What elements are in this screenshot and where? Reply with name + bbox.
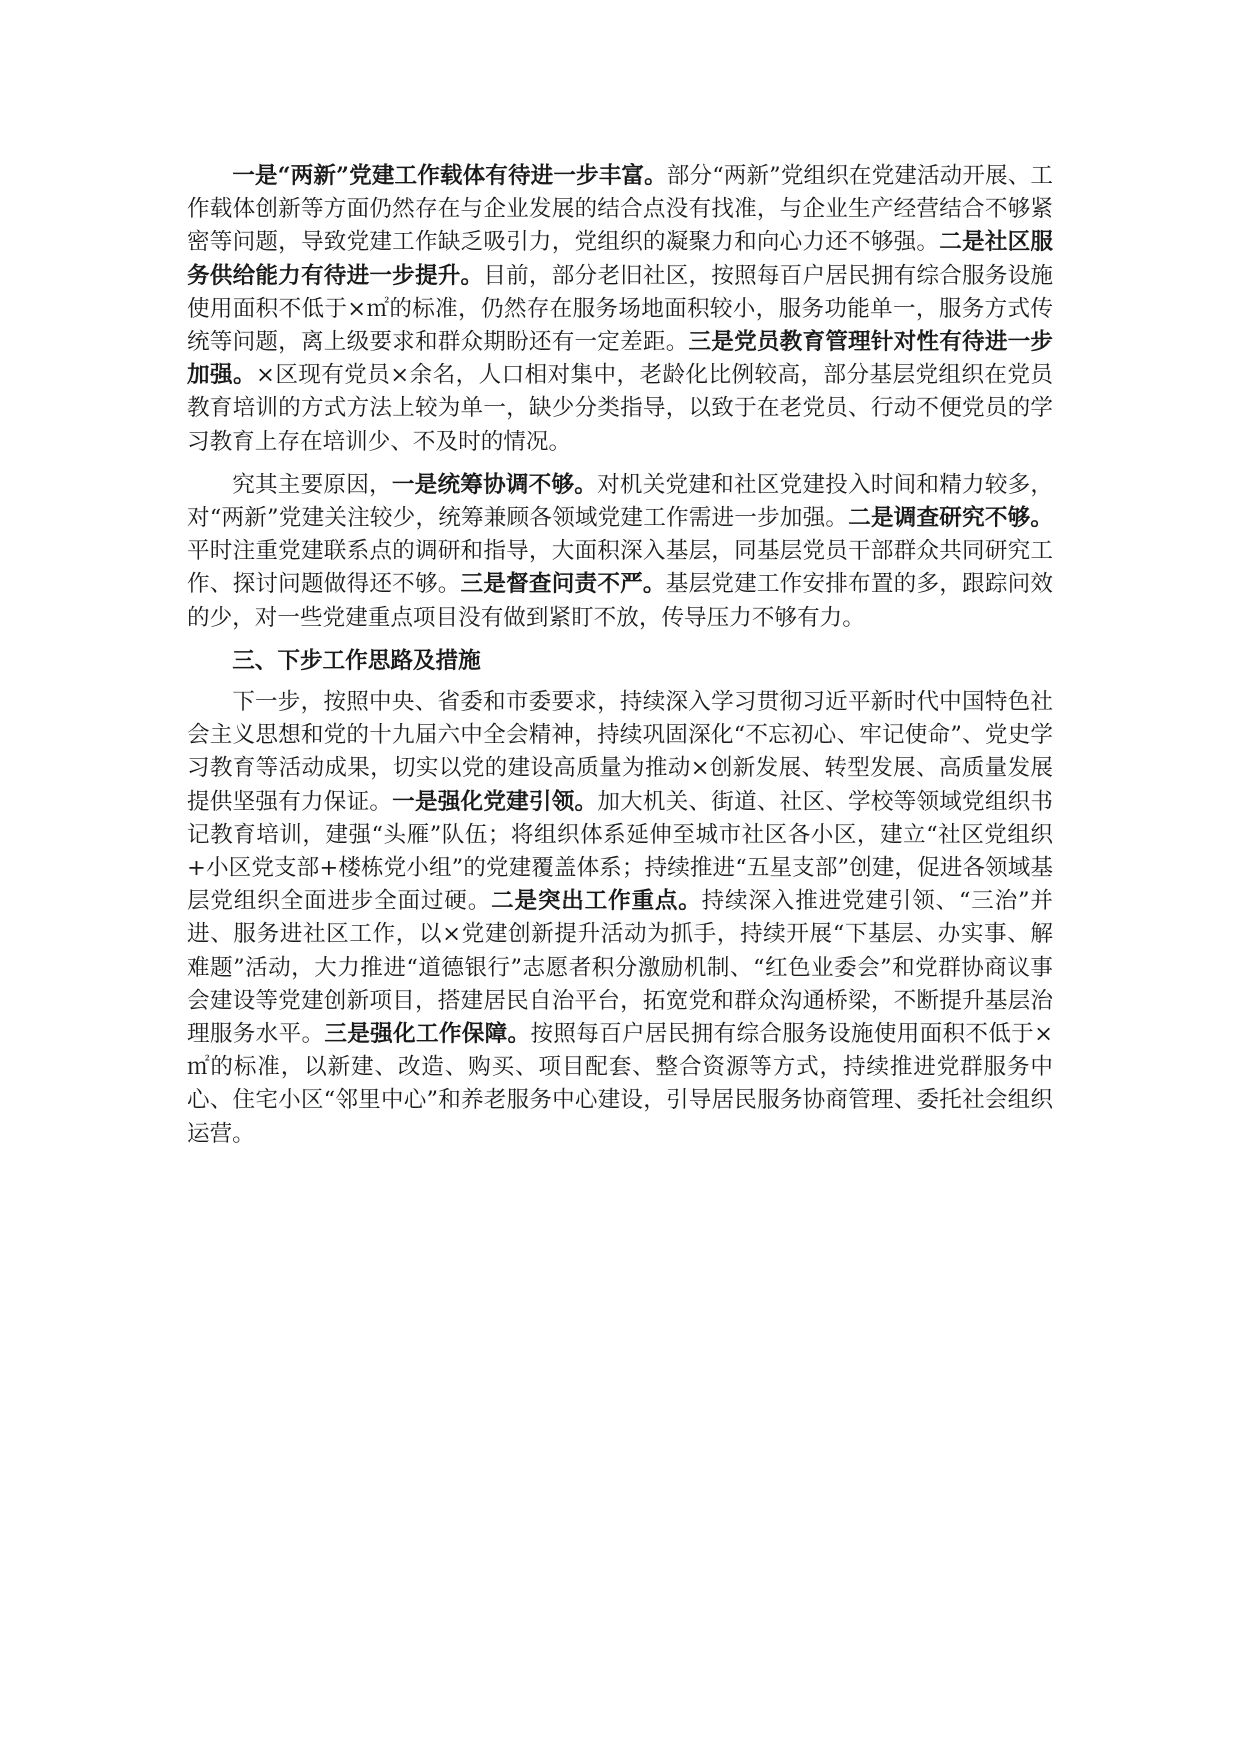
section-heading: 三、下步工作思路及措施 <box>232 647 481 674</box>
body-text: 按照每百户居民拥有综合服务设施使用面积不低于×㎡的标准，以新建、改造、购买、项目配套、整合资源等方式，持续推进党群服务中心、住宅小区“邻里中心”和养老服务中心建设，引导居民服务协商管理、委托社会组织运营。 <box>187 1021 1054 1147</box>
body-text: 究其主要原因， <box>232 471 392 498</box>
bold-lead: 三是强化工作保障。 <box>324 1021 531 1048</box>
body-text: 基层党建工作安排布置的多，跟踪问效的少，对一些党建重点项目没有做到紧盯不放，传导压力不够有力。 <box>187 571 1054 631</box>
bold-lead: 二是突出工作重点。 <box>491 888 702 915</box>
body-text: 持续深入推进党建引领、“三治”并进、服务进社区工作，以×党建创新提升活动为抓手，持续开展“下基层、办实事、解难题”活动，大力推进“道德银行”志愿者积分激励机制、“红色业委会”和党群协商议事会建设等党建创新项目，搭建居民自治平台，拓宽党和群众沟通桥梁，不断提升基层治理服务水平。 <box>187 888 1054 1048</box>
bold-lead: 一是统筹协调不够。 <box>391 471 598 498</box>
body-text: 部分“两新”党组织在党建活动开展、工作载体创新等方面仍然存在与企业发展的结合点没有找准，与企业生产经营结合不够紧密等问题，导致党建工作缺乏吸引力，党组织的凝聚力和向心力还不够强。 <box>187 163 1053 256</box>
paragraph-next-steps <box>187 686 1053 1151</box>
body-text: ×区现有党员×余名，人口相对集中，老龄化比例较高，部分基层党组织在党员教育培训的方式方法上较为单一，缺少分类指导，以致于在老党员、行动不便党员的学习教育上存在培训少、不及时的情况。 <box>187 362 1053 455</box>
bold-lead: 三是督查问责不严。 <box>460 571 666 598</box>
bold-lead: 二是社区服务供给能力有待进一步提升。 <box>187 229 1054 289</box>
paragraph-causes <box>187 469 1053 635</box>
body-text: 下一步，按照中央、省委和市委要求，持续深入学习贯彻习近平新时代中国特色社会主义思想和党的十九届六中全会精神，持续巩固深化“不忘初心、牢记使命”、党史学习教育等活动成果，切实以党的建设高质量为推动×创新发展、转型发展、高质量发展提供坚强有力保证。 <box>187 689 1053 815</box>
bold-lead: 三是党员教育管理针对性有待进一步加强。 <box>187 329 1053 389</box>
body-text: 目前，部分老旧社区，按照每百户居民拥有综合服务设施使用面积不低于×㎡的标准，仍然存在服务场地面积较小，服务功能单一，服务方式传统等问题，离上级要求和群众期盼还有一定差距。 <box>187 262 1054 356</box>
body-text: 加大机关、街道、社区、学校等领域党组织书记教育培训，建强“头雁”队伍；将组织体系延伸至城市社区各小区，建立“社区党组织+小区党支部+楼栋党小组”的党建覆盖体系；持续推进“五星支部”创建，促进各领域基层党组织全面进步全面过硬。 <box>187 788 1054 915</box>
body-text: 对机关党建和社区党建投入时间和精力较多，对“两新”党建关注较少，统筹兼顾各领域党建工作需进一步加强。 <box>187 471 1054 532</box>
bold-lead: 一是强化党建引领。 <box>392 788 598 815</box>
body-text: 平时注重党建联系点的调研和指导，大面积深入基层，同基层党员干部群众共同研究工作、探讨问题做得还不够。 <box>187 538 1053 598</box>
bold-lead: 二是调查研究不够。 <box>848 505 1054 532</box>
paragraph-problems <box>187 160 1053 459</box>
bold-lead: 一是“两新”党建工作载体有待进一步丰富。 <box>232 163 667 189</box>
